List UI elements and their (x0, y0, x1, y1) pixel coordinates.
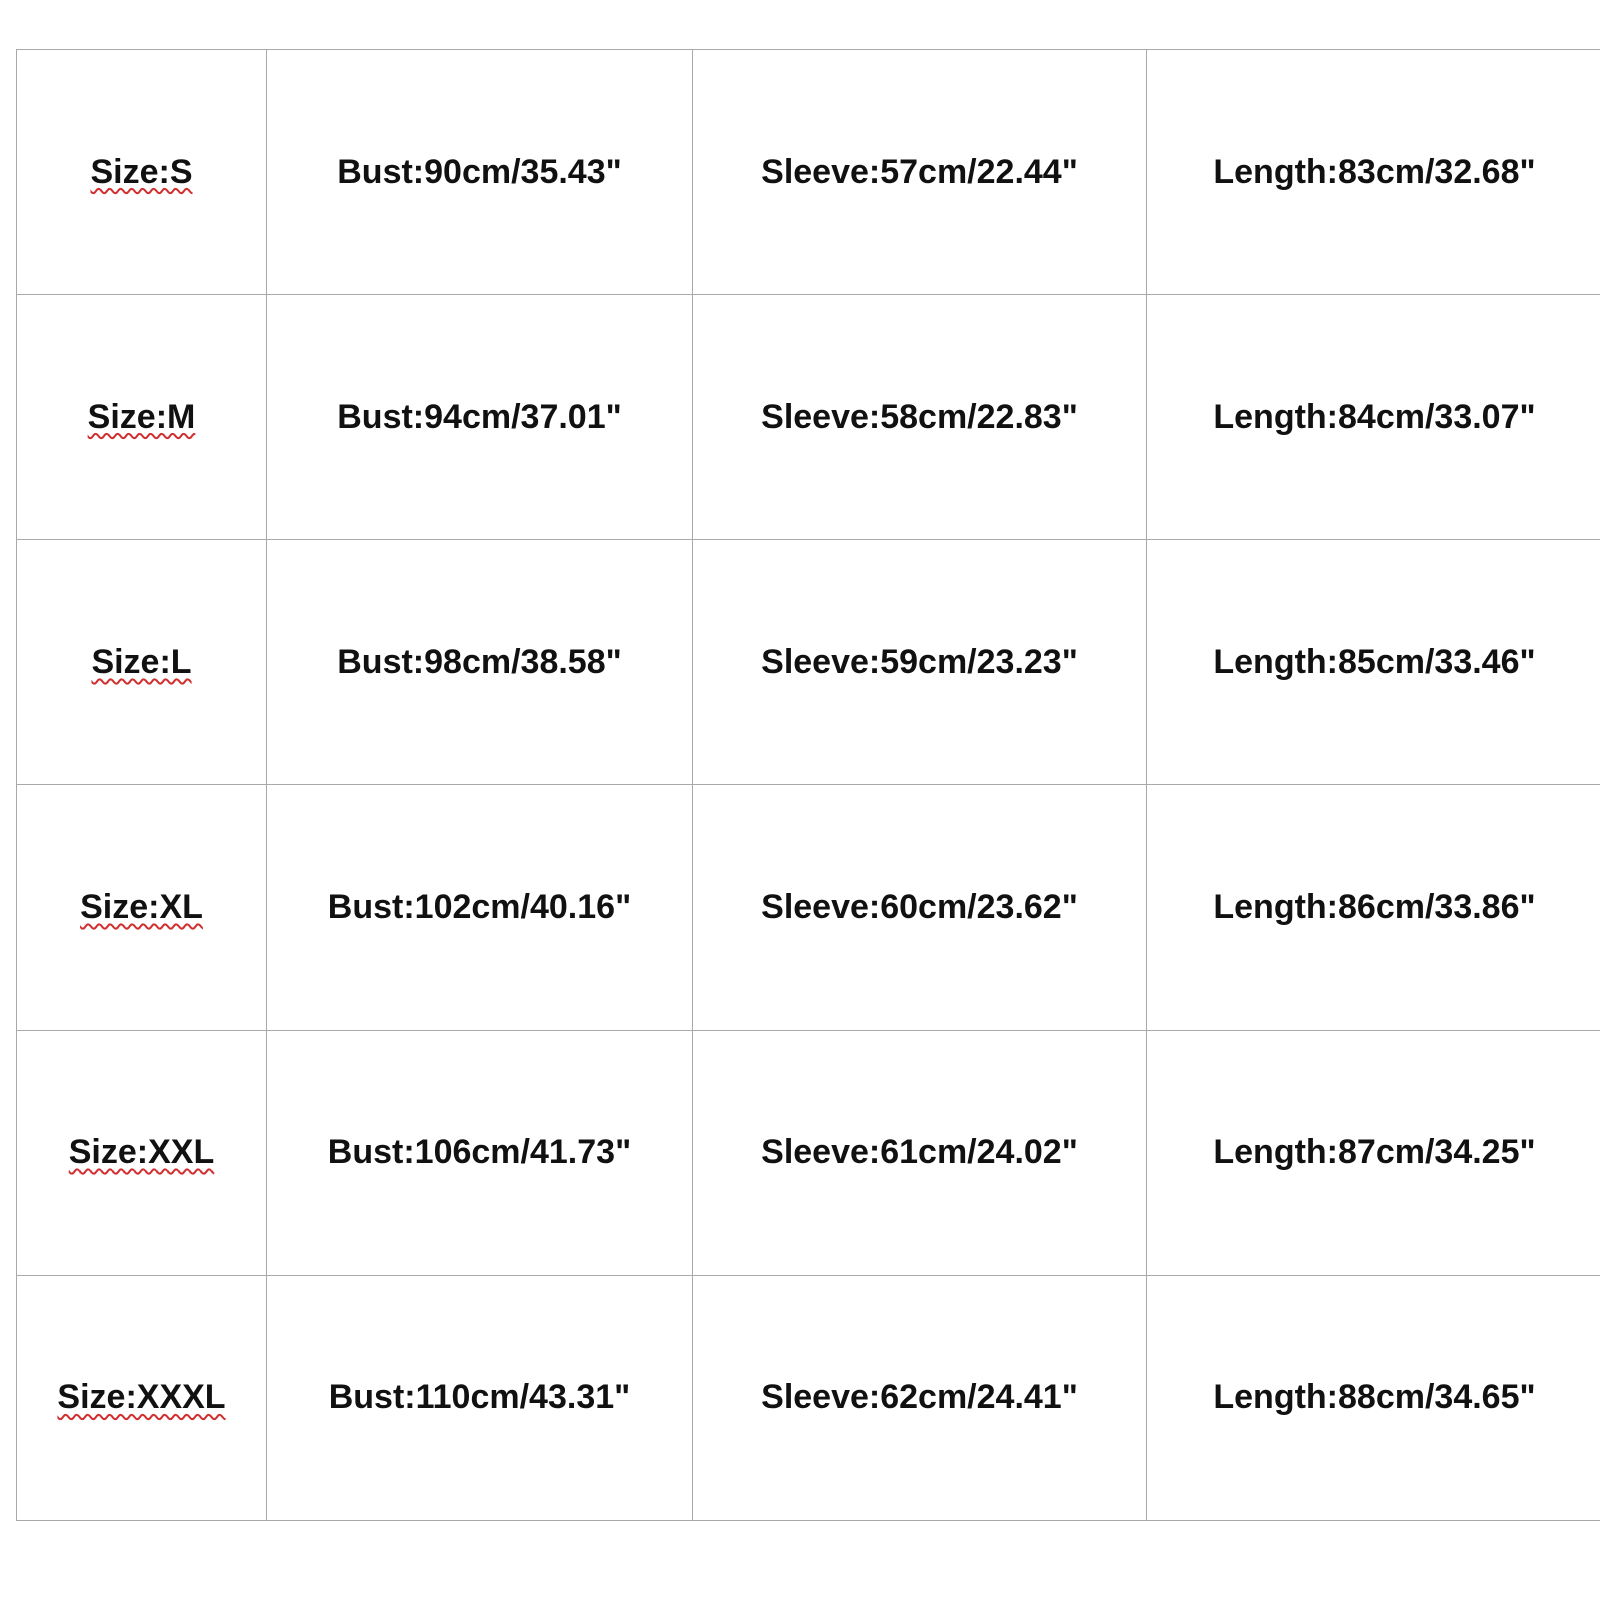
size-label: Size:XXL (68, 1133, 215, 1172)
bust-cell[interactable]: Bust:90cm/35.43" (267, 50, 693, 295)
size-label: Size:XXXL (57, 1378, 226, 1417)
bust-cell[interactable]: Bust:98cm/38.58" (267, 540, 693, 785)
size-cell[interactable] (17, 50, 267, 295)
sleeve-cell[interactable]: Sleeve:61cm/24.02" (693, 1030, 1147, 1275)
size-cell[interactable] (17, 1030, 267, 1275)
size-label: Size:S (90, 152, 193, 191)
length-cell[interactable]: Length:84cm/33.07" (1147, 295, 1600, 540)
size-chart-table (16, 49, 1600, 1521)
size-label: Size:L (91, 642, 192, 681)
size-cell[interactable] (17, 295, 267, 540)
bust-cell[interactable]: Bust:102cm/40.16" (267, 785, 693, 1030)
table-row (17, 1275, 1600, 1520)
table-row (17, 540, 1600, 785)
sleeve-cell[interactable]: Sleeve:62cm/24.41" (693, 1275, 1147, 1520)
length-cell[interactable]: Length:87cm/34.25" (1147, 1030, 1600, 1275)
size-cell[interactable] (17, 540, 267, 785)
bust-cell[interactable]: Bust:106cm/41.73" (267, 1030, 693, 1275)
size-cell[interactable] (17, 1275, 267, 1520)
table-row (17, 1030, 1600, 1275)
sleeve-cell[interactable]: Sleeve:58cm/22.83" (693, 295, 1147, 540)
table-row (17, 50, 1600, 295)
table-row (17, 295, 1600, 540)
sleeve-cell[interactable]: Sleeve:60cm/23.62" (693, 785, 1147, 1030)
length-cell[interactable]: Length:85cm/33.46" (1147, 540, 1600, 785)
length-cell[interactable]: Length:86cm/33.86" (1147, 785, 1600, 1030)
length-cell[interactable]: Length:88cm/34.65" (1147, 1275, 1600, 1520)
size-label: Size:M (87, 397, 196, 436)
table-row (17, 785, 1600, 1030)
bust-cell[interactable]: Bust:110cm/43.31" (267, 1275, 693, 1520)
length-cell[interactable]: Length:83cm/32.68" (1147, 50, 1600, 295)
size-label: Size:XL (80, 888, 203, 927)
bust-cell[interactable]: Bust:94cm/37.01" (267, 295, 693, 540)
size-cell[interactable] (17, 785, 267, 1030)
sleeve-cell[interactable]: Sleeve:57cm/22.44" (693, 50, 1147, 295)
sleeve-cell[interactable]: Sleeve:59cm/23.23" (693, 540, 1147, 785)
